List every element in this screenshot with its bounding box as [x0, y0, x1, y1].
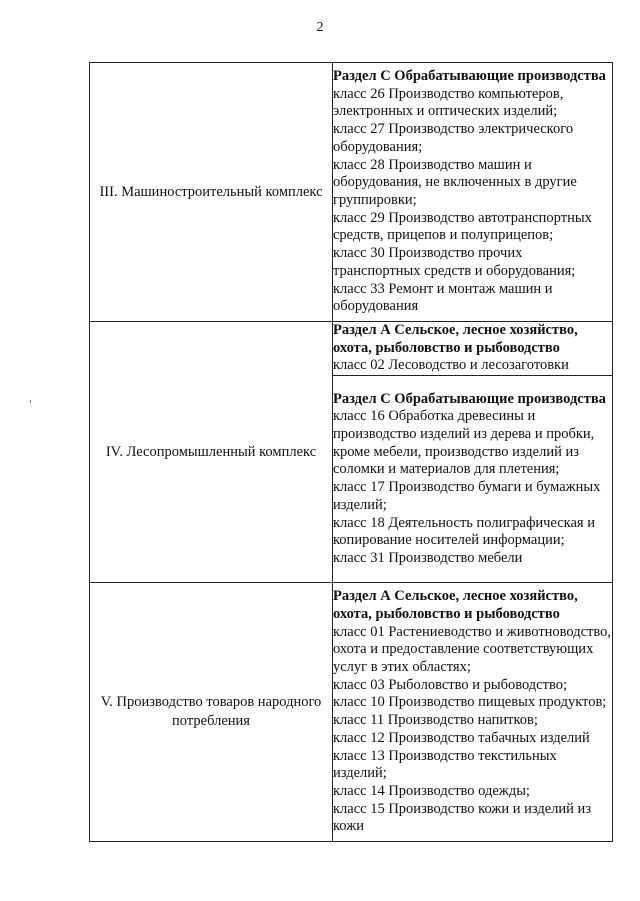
table-row [90, 63, 613, 322]
class-item: класс 02 Лесоводство и лесозаготовки [333, 357, 569, 374]
table-row [90, 322, 613, 376]
class-item: класс 16 Обработка древесины и производство изделий из дерева и пробки, кроме мебели, производство изделий из соломки и материалов для плетения; [333, 408, 595, 478]
page-number: 2 [316, 20, 324, 35]
class-item: класс 29 Производство автотранспортных средств, прицепов и полуприцепов; [333, 209, 592, 244]
sector-cell: III. Машиностроительный комплекс [90, 63, 333, 322]
section-heading: Раздел С Обрабатывающие производства [333, 390, 606, 407]
class-item: класс 11 Производство напитков; [333, 712, 538, 729]
sector-cell: IV. Лесопромышленный комплекс [90, 322, 333, 583]
class-item: класс 27 Производство электрического оборудования; [333, 121, 574, 155]
class-item: класс 26 Производство компьютеров, электронных и оптических изделий; [333, 85, 564, 120]
classification-table [89, 62, 613, 842]
table-row [90, 583, 613, 842]
class-item: класс 31 Производство мебели [333, 549, 523, 566]
class-item: класс 13 Производство текстильных изделий; [333, 747, 557, 782]
class-item: класс 10 Производство пищевых продуктов; [333, 694, 607, 711]
class-item: класс 12 Производство табачных изделий [333, 729, 590, 746]
section-heading: Раздел С Обрабатывающие производства [333, 68, 606, 85]
class-item: класс 03 Рыболовство и рыбоводство; [333, 676, 567, 693]
section-heading: Раздел А Сельское, лесное хозяйство, охота, рыболовство и рыбоводство [333, 588, 578, 622]
class-item: класс 15 Производство кожи и изделий из кожи [333, 800, 592, 835]
classes-cell [333, 322, 613, 376]
class-item: класс 28 Производство машин и оборудования, не включенных в другие группировки; [333, 156, 577, 208]
classes-cell [333, 376, 613, 583]
class-item: класс 14 Производство одежды; [333, 782, 530, 799]
sector-cell: V. Производство товаров народного потребления [90, 583, 333, 842]
section-heading: Раздел А Сельское, лесное хозяйство, охота, рыболовство и рыбоводство [333, 322, 578, 356]
scan-artifact [30, 400, 31, 403]
class-item: класс 18 Деятельность полиграфическая и копирование носителей информации; [333, 514, 595, 549]
class-item: класс 33 Ремонт и монтаж машин и оборудования [333, 280, 553, 315]
class-item: класс 01 Растениеводство и животноводство, охота и предоставление соответствующих услуг в этих областях; [333, 623, 612, 675]
class-item: класс 17 Производство бумаги и бумажных изделий; [333, 479, 601, 513]
classes-cell [333, 63, 613, 322]
class-item: класс 30 Производство прочих транспортных средств и оборудования; [333, 245, 576, 279]
classes-cell [333, 583, 613, 842]
